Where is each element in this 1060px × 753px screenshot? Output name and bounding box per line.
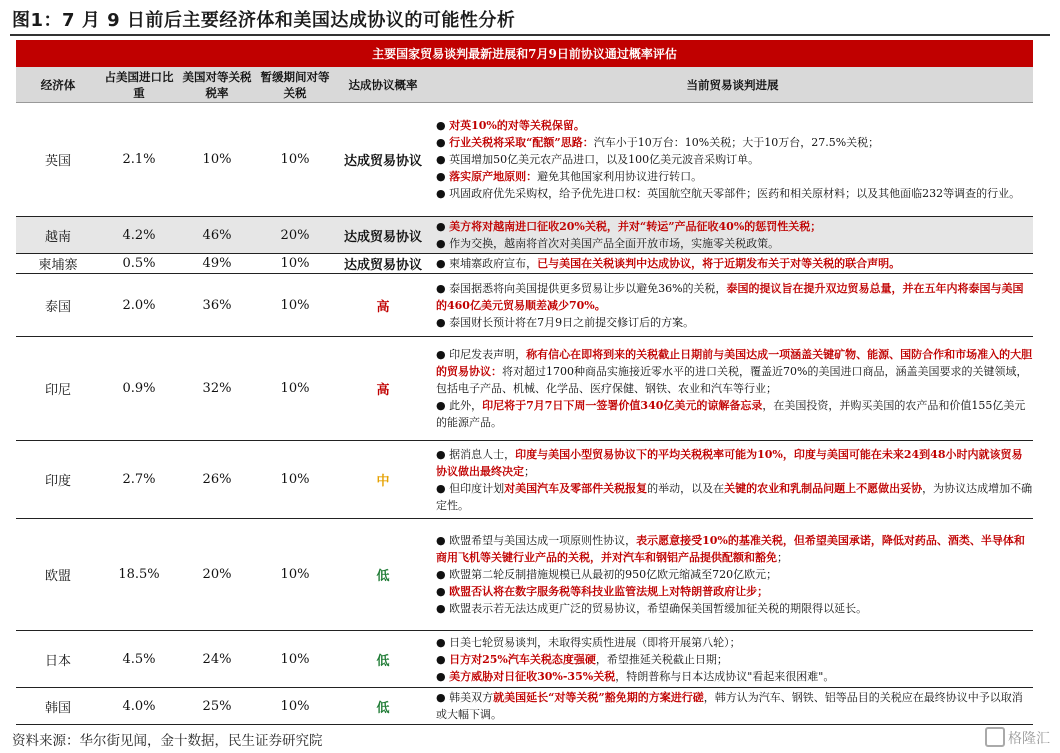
table-row bbox=[16, 519, 1033, 631]
progress-text: ● 欧盟第二轮反制措施规模已从最初的950亿欧元缩减至720亿欧元； bbox=[436, 568, 778, 581]
probability-value: 高 bbox=[334, 274, 432, 337]
progress-cell bbox=[432, 254, 1033, 274]
progress-bullet bbox=[436, 566, 1033, 583]
progress-text: 美方威胁对日征收30%-35%关税 bbox=[449, 669, 616, 683]
header-economy: 经济体 bbox=[16, 67, 100, 103]
probability-value: 达成贸易协议 bbox=[334, 254, 432, 274]
progress-text: 将对超过1700种商品实施接近零水平的进口关税，覆盖近70%的美国进口商品，涵盖美国要求的关键领域，包括电子产品、机械、化学品、医疗保健、钢铁、农业和汽车等行业； bbox=[436, 365, 1028, 395]
progress-text: ● 作为交换，越南将首次对美国产品全面开放市场，实施零关税政策。 bbox=[436, 237, 780, 250]
economy-name: 印尼 bbox=[16, 337, 100, 441]
progress-text: ，希望推延关税截止日期； bbox=[595, 652, 728, 666]
progress-bullet bbox=[436, 651, 1033, 668]
economy-name: 印度 bbox=[16, 441, 100, 519]
table-row bbox=[16, 631, 1033, 688]
progress-bullet bbox=[436, 600, 1033, 617]
progress-cell bbox=[432, 337, 1033, 441]
progress-text: ● 巩固政府优先采购权，给予优先进口权：英国航空航天零部件；医药和相关原材料；以及其他面临232等调查的行业。 bbox=[436, 187, 1021, 200]
progress-bullet bbox=[436, 397, 1033, 431]
suspension-rate: 10% bbox=[256, 103, 334, 217]
progress-bullet bbox=[436, 255, 1033, 272]
header-progress: 当前贸易谈判进展 bbox=[432, 67, 1033, 103]
suspension-rate: 10% bbox=[256, 337, 334, 441]
probability-value: 高 bbox=[334, 337, 432, 441]
suspension-rate: 10% bbox=[256, 254, 334, 274]
reciprocal-rate: 24% bbox=[178, 631, 256, 688]
progress-text: ，特朗普称与日本达成协议"看起来很困难"。 bbox=[615, 669, 835, 683]
progress-text: ● 柬埔寨政府宣布， bbox=[436, 257, 538, 270]
progress-text: ● 但印度计划 bbox=[436, 481, 505, 495]
progress-text: ● bbox=[436, 119, 450, 132]
watermark-logo-icon bbox=[985, 727, 1005, 747]
probability-value: 低 bbox=[334, 519, 432, 631]
progress-bullet bbox=[436, 235, 1033, 252]
import-share: 0.9% bbox=[100, 337, 178, 441]
progress-text: ● 此外， bbox=[436, 399, 483, 412]
progress-cell bbox=[432, 441, 1033, 519]
progress-text: ● bbox=[436, 220, 450, 233]
progress-bullet bbox=[436, 634, 1033, 651]
progress-bullet bbox=[436, 668, 1033, 685]
progress-text: ，为协议达成增加不确定性。 bbox=[436, 481, 1033, 512]
progress-text: 美方将对越南进口征收20%关税，并对“转运”产品征收40%的惩罚性关税； bbox=[449, 220, 822, 233]
reciprocal-rate: 32% bbox=[178, 337, 256, 441]
trade-negotiation-table bbox=[16, 40, 1033, 725]
table-row bbox=[16, 441, 1033, 519]
economy-name: 越南 bbox=[16, 217, 100, 254]
progress-text: ● 欧盟希望与美国达成一项原则性协议， bbox=[436, 534, 637, 547]
progress-text: 汽车小于10万台：10%关税；大于10万台，27.5%关税； bbox=[593, 136, 880, 149]
reciprocal-rate: 25% bbox=[178, 688, 256, 725]
progress-text: 称有信心在即将到来的关税截止日期前与美国达成一项涵盖关键矿物、能源、国防合作和市场准入的大胆的贸易协议： bbox=[436, 348, 1033, 378]
progress-text: 泰国的提议旨在提升双边贸易总量，并在五年内将泰国与美国的460亿美元贸易顺差减少70%。 bbox=[436, 281, 1024, 312]
table-row bbox=[16, 274, 1033, 337]
progress-bullet bbox=[436, 689, 1033, 723]
header-import-share: 占美国进口比重 bbox=[100, 67, 178, 103]
suspension-rate: 10% bbox=[256, 274, 334, 337]
progress-text: 欧盟否认将在数字服务税等科技业监管法规上对特朗普政府让步； bbox=[449, 585, 769, 598]
progress-text: 印尼将于7月7日下周一签署价值340亿美元的谅解备忘录 bbox=[482, 399, 763, 412]
progress-text: ● 欧盟表示若无法达成更广泛的贸易协议，希望确保美国暂缓加征关税的期限得以延长。 bbox=[436, 602, 868, 615]
reciprocal-rate: 26% bbox=[178, 441, 256, 519]
progress-bullet bbox=[436, 218, 1033, 235]
progress-text: 日方对25%汽车关税态度强硬 bbox=[449, 652, 596, 666]
import-share: 4.5% bbox=[100, 631, 178, 688]
progress-text: 表示愿意接受10%的基准关税，但希望美国承诺，降低对药品、酒类、半导体和商用飞机等关键行业产品的关税，并对汽车和钢铝产品提供配额和豁免 bbox=[436, 534, 1025, 564]
progress-cell bbox=[432, 631, 1033, 688]
progress-bullet bbox=[436, 280, 1033, 314]
progress-text: ； bbox=[777, 551, 788, 564]
suspension-rate: 20% bbox=[256, 217, 334, 254]
header-reciprocal-rate: 美国对等关税税率 bbox=[178, 67, 256, 103]
reciprocal-rate: 49% bbox=[178, 254, 256, 274]
progress-bullet bbox=[436, 532, 1033, 566]
progress-bullet bbox=[436, 314, 1033, 331]
progress-text: ● 泰国财长预计将在7月9日之前提交修订后的方案。 bbox=[436, 315, 695, 329]
table-banner: 主要国家贸易谈判最新进展和7月9日前协议通过概率评估 bbox=[16, 40, 1033, 67]
import-share: 2.1% bbox=[100, 103, 178, 217]
progress-text: ，韩方认为汽车、钢铁、铝等品目的关税应在最终协议中予以取消或大幅下调。 bbox=[436, 691, 1023, 721]
progress-bullet bbox=[436, 185, 1033, 202]
reciprocal-rate: 20% bbox=[178, 519, 256, 631]
progress-text: ，在美国投资，并购买美国的农产品和价值155亿美元的能源产品。 bbox=[436, 399, 1026, 429]
source-note: 资料来源：华尔街见闻，金十数据，民生证券研究院 bbox=[12, 733, 323, 749]
import-share: 4.2% bbox=[100, 217, 178, 254]
progress-text: 已与美国在关税谈判中达成协议，将于近期发布关于对等关税的联合声明。 bbox=[537, 257, 901, 270]
progress-text: 对美国汽车及零部件关税报复 bbox=[504, 481, 648, 495]
progress-bullet bbox=[436, 346, 1033, 397]
progress-bullet bbox=[436, 151, 1033, 168]
table-header-row bbox=[16, 67, 1033, 103]
progress-cell bbox=[432, 519, 1033, 631]
import-share: 0.5% bbox=[100, 254, 178, 274]
progress-cell bbox=[432, 688, 1033, 725]
table-row bbox=[16, 254, 1033, 274]
suspension-rate: 10% bbox=[256, 631, 334, 688]
progress-text: ● bbox=[436, 652, 450, 666]
progress-text: ● 韩美双方 bbox=[436, 691, 494, 704]
import-share: 4.0% bbox=[100, 688, 178, 725]
progress-bullet bbox=[436, 583, 1033, 600]
probability-value: 中 bbox=[334, 441, 432, 519]
economy-name: 韩国 bbox=[16, 688, 100, 725]
title-rule bbox=[10, 34, 1050, 36]
probability-value: 低 bbox=[334, 688, 432, 725]
economy-name: 日本 bbox=[16, 631, 100, 688]
progress-cell bbox=[432, 217, 1033, 254]
progress-text: 落实原产地原则： bbox=[449, 170, 538, 183]
progress-cell bbox=[432, 274, 1033, 337]
economy-name: 柬埔寨 bbox=[16, 254, 100, 274]
watermark-text: 格隆汇 bbox=[1008, 731, 1050, 747]
probability-value: 低 bbox=[334, 631, 432, 688]
progress-text: ● bbox=[436, 136, 450, 149]
progress-text: ● bbox=[436, 669, 450, 683]
progress-text: ● bbox=[436, 170, 450, 183]
suspension-rate: 10% bbox=[256, 519, 334, 631]
figure-title: 图1：7 月 9 日前后主要经济体和美国达成协议的可能性分析 bbox=[12, 10, 516, 31]
progress-text: ● 英国增加50亿美元农产品进口，以及100亿美元波音采购订单。 bbox=[436, 153, 760, 166]
progress-text: ● bbox=[436, 585, 450, 598]
probability-value: 达成贸易协议 bbox=[334, 103, 432, 217]
table-row bbox=[16, 337, 1033, 441]
economy-name: 欧盟 bbox=[16, 519, 100, 631]
progress-bullet bbox=[436, 168, 1033, 185]
progress-bullet bbox=[436, 117, 1033, 134]
reciprocal-rate: 46% bbox=[178, 217, 256, 254]
economy-name: 泰国 bbox=[16, 274, 100, 337]
suspension-rate: 10% bbox=[256, 441, 334, 519]
reciprocal-rate: 36% bbox=[178, 274, 256, 337]
progress-text: 避免其他国家利用协议进行转口。 bbox=[537, 170, 703, 183]
import-share: 2.7% bbox=[100, 441, 178, 519]
progress-text: 行业关税将采取“配额”思路： bbox=[449, 136, 594, 149]
reciprocal-rate: 10% bbox=[178, 103, 256, 217]
progress-text: 的举动，以及在 bbox=[647, 481, 725, 495]
header-probability: 达成协议概率 bbox=[334, 67, 432, 103]
economy-name: 英国 bbox=[16, 103, 100, 217]
suspension-rate: 10% bbox=[256, 688, 334, 725]
progress-text: 就美国延长“对等关税”豁免期的方案进行磋 bbox=[493, 691, 704, 704]
progress-bullet bbox=[436, 134, 1033, 151]
import-share: 2.0% bbox=[100, 274, 178, 337]
progress-bullet bbox=[436, 446, 1033, 480]
progress-text: 印度与美国小型贸易协议下的平均关税税率可能为10%，印度与美国可能在未来24到48小时内就该贸易协议做出最终决定 bbox=[436, 447, 1023, 478]
progress-text: ● 日美七轮贸易谈判，未取得实质性进展（即将开展第八轮）； bbox=[436, 635, 741, 649]
progress-text: 关键的农业和乳制品问题上不愿做出妥协 bbox=[724, 481, 923, 495]
import-share: 18.5% bbox=[100, 519, 178, 631]
table-row bbox=[16, 688, 1033, 725]
probability-value: 达成贸易协议 bbox=[334, 217, 432, 254]
header-suspension-rate: 暂缓期间对等关税 bbox=[256, 67, 334, 103]
progress-cell bbox=[432, 103, 1033, 217]
table-row bbox=[16, 103, 1033, 217]
progress-text: 对英10%的对等关税保留。 bbox=[449, 119, 585, 132]
progress-text: ； bbox=[524, 464, 535, 478]
progress-text: ● 泰国据悉将向美国提供更多贸易让步以避免36%的关税， bbox=[436, 281, 727, 295]
progress-bullet bbox=[436, 480, 1033, 514]
watermark bbox=[985, 727, 1050, 748]
progress-text: ● 印尼发表声明， bbox=[436, 348, 527, 361]
progress-text: ● 据消息人士， bbox=[436, 447, 516, 461]
table-row bbox=[16, 217, 1033, 254]
